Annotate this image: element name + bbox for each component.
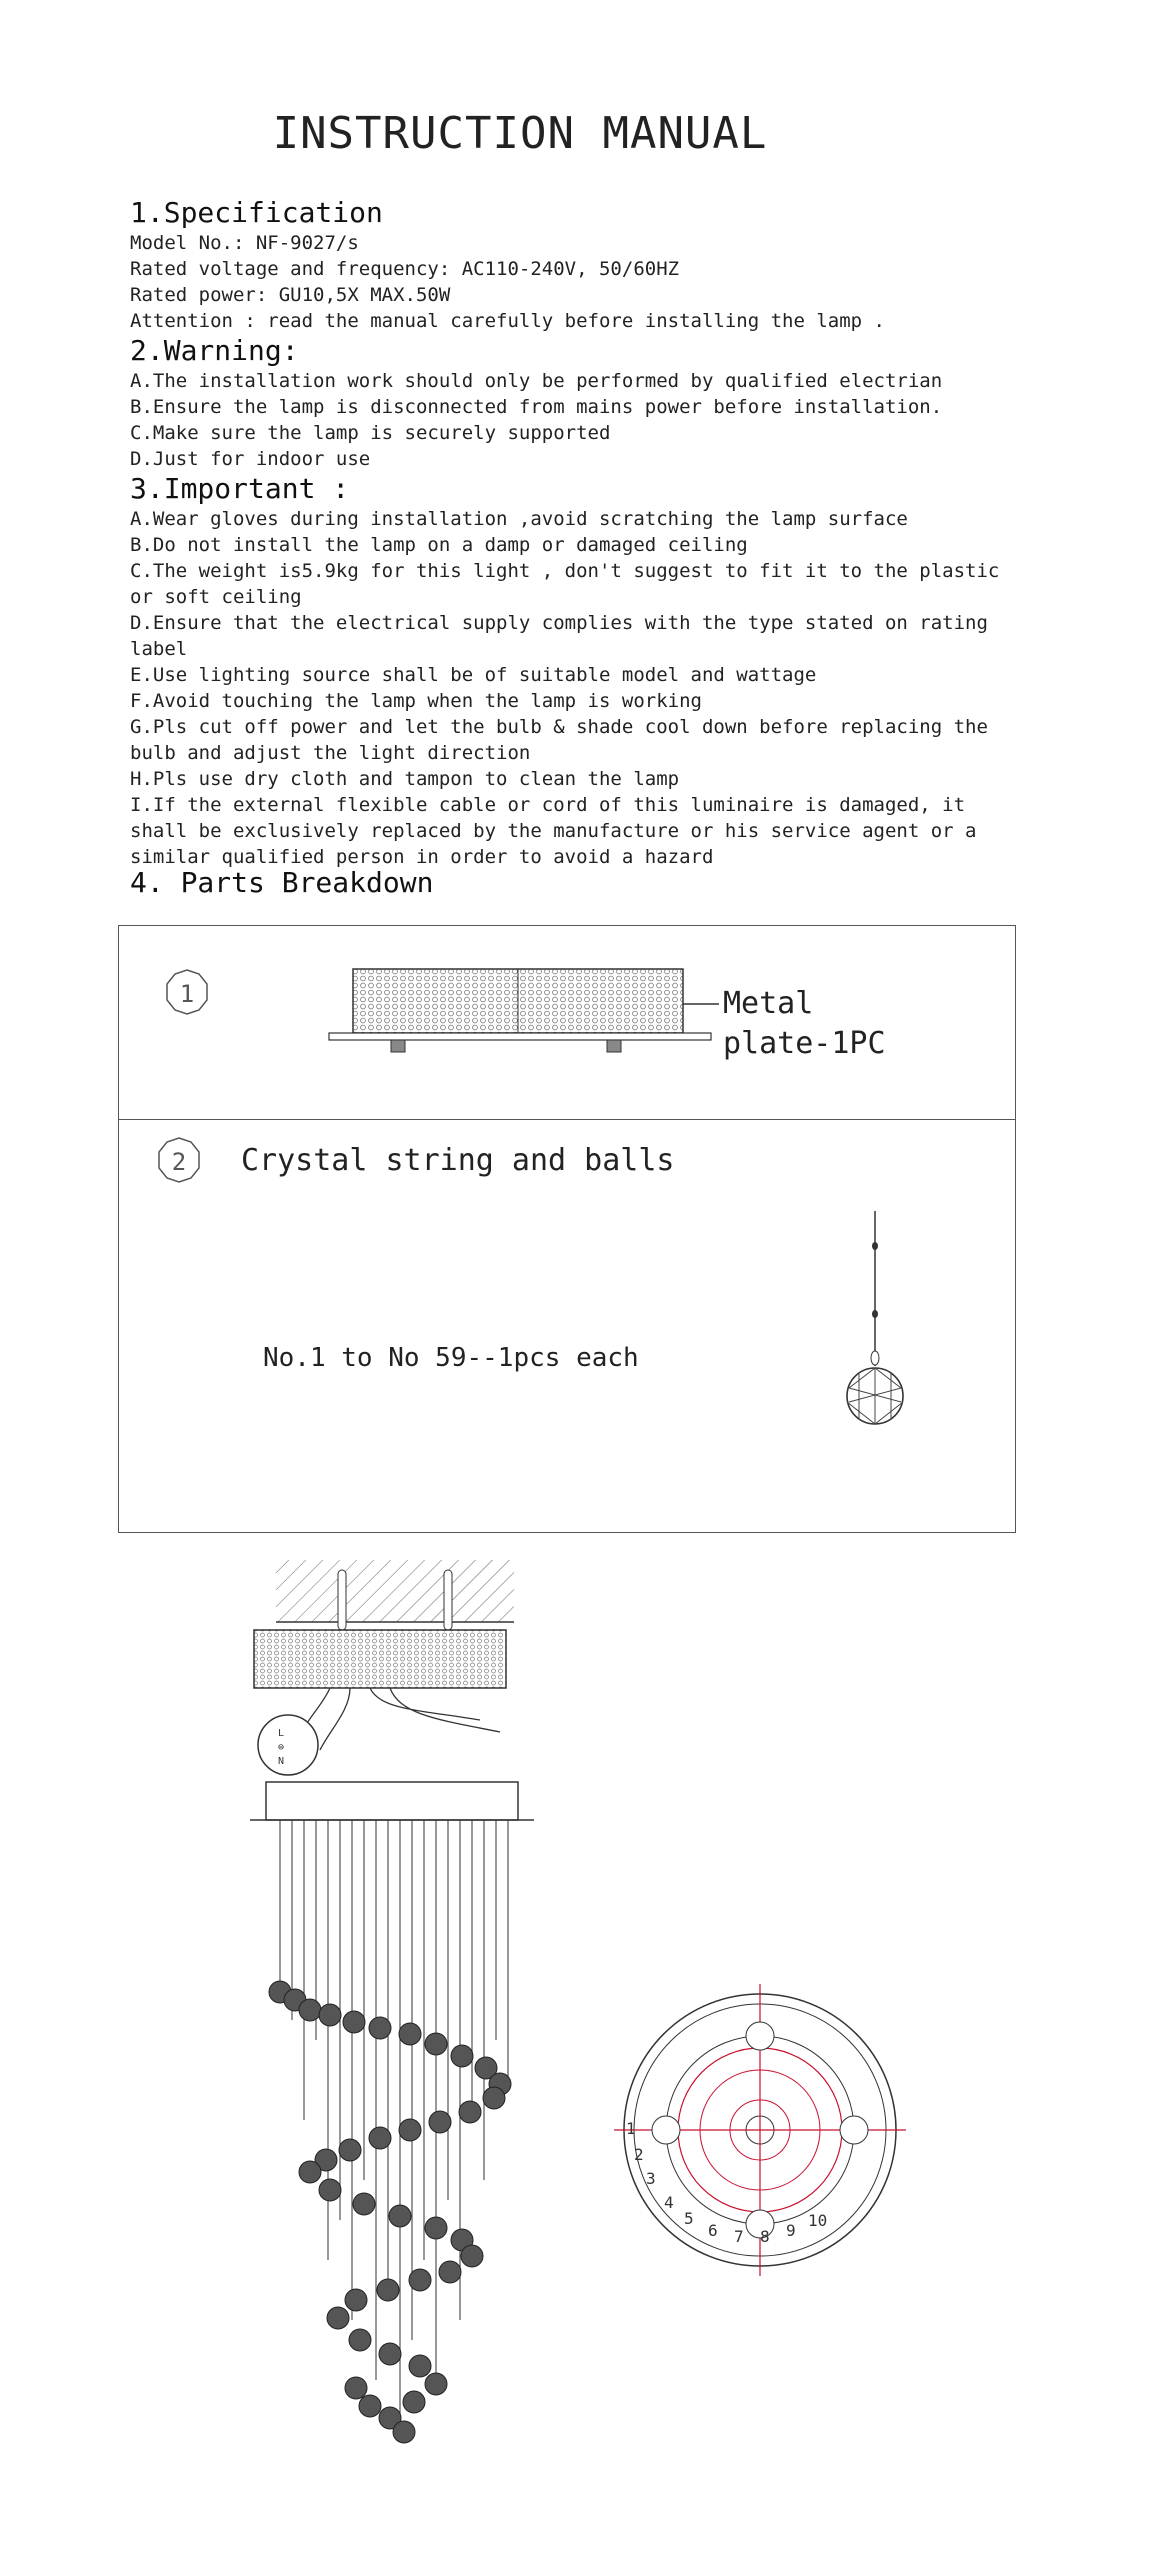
specification-heading: 1.Specification (130, 196, 383, 229)
important-line: D.Ensure that the electrical supply complies with the type stated on rating (130, 612, 988, 634)
ceiling-mount-drawing (254, 1560, 514, 1775)
plan-view-drawing (614, 1984, 906, 2276)
spec-line: Attention : read the manual carefully before installing the lamp . (130, 310, 885, 332)
document-title: INSTRUCTION MANUAL (272, 108, 768, 159)
plan-number-9: 9 (786, 2221, 796, 2240)
warning-line: A.The installation work should only be performed by qualified electrian (130, 370, 943, 392)
important-line: E.Use lighting source shall be of suitable model and wattage (130, 664, 817, 686)
important-line: shall be exclusively replaced by the manufacture or his service agent or a (130, 820, 977, 842)
plan-number-3: 3 (646, 2169, 656, 2188)
wiring-label-N: N (278, 1756, 285, 1767)
important-section (130, 472, 1000, 870)
specification-section (130, 196, 990, 334)
warning-line: B.Ensure the lamp is disconnected from mains power before installation. (130, 396, 943, 418)
plan-number-4: 4 (664, 2193, 674, 2212)
plan-number-10: 10 (808, 2211, 828, 2230)
important-line: bulb and adjust the light direction (130, 742, 531, 764)
spec-line: Model No.: NF-9027/s (130, 232, 359, 254)
plan-number-6: 6 (708, 2221, 718, 2240)
important-line: or soft ceiling (130, 586, 302, 608)
important-line: I.If the external flexible cable or cord of this luminaire is damaged, it (130, 794, 966, 816)
part-2-number-badge (159, 1138, 199, 1182)
plan-number-2: 2 (634, 2145, 644, 2164)
plan-number-7: 7 (734, 2227, 744, 2246)
part-2-number: 2 (171, 1148, 187, 1176)
metal-plate-drawing (329, 969, 719, 1052)
part-1-label-line1: Metal (723, 986, 814, 1021)
part-1-number: 1 (179, 980, 195, 1008)
part-2-quantity: No.1 to No 59--1pcs each (263, 1343, 639, 1373)
parts-drawings (119, 926, 1015, 1532)
warning-line: D.Just for indoor use (130, 448, 371, 470)
plan-number-1: 1 (626, 2119, 636, 2138)
warning-section (130, 334, 990, 472)
important-heading: 3.Important : (130, 472, 350, 505)
warning-heading: 2.Warning: (130, 334, 299, 367)
spec-line: Rated power: GU10,5X MAX.50W (130, 284, 451, 306)
spec-line: Rated voltage and frequency: AC110-240V, 50/60HZ (130, 258, 680, 280)
part-1-label-line2: plate-1PC (723, 1026, 886, 1061)
wiring-label-L: L (278, 1728, 285, 1739)
important-line: H.Pls use dry cloth and tampon to clean the lamp (130, 768, 680, 790)
important-line: label (130, 638, 188, 660)
important-line: B.Do not install the lamp on a damp or damaged ceiling (130, 534, 748, 556)
part-1-number-badge (167, 970, 207, 1014)
plan-number-8: 8 (760, 2227, 770, 2246)
important-line: A.Wear gloves during installation ,avoid scratching the lamp surface (130, 508, 908, 530)
important-line: C.The weight is5.9kg for this light , don't suggest to fit it to the plastic (130, 560, 1000, 582)
chandelier-elevation-drawing (250, 1782, 534, 2443)
parts-breakdown-box (118, 925, 1016, 1533)
part-2-label: Crystal string and balls (241, 1143, 675, 1178)
plan-number-5: 5 (684, 2209, 694, 2228)
wiring-label-ground: ⊜ (278, 1742, 285, 1753)
crystal-string-drawing (847, 1211, 903, 1424)
warning-line: C.Make sure the lamp is securely supported (130, 422, 611, 444)
important-line: G.Pls cut off power and let the bulb & shade cool down before replacing the (130, 716, 988, 738)
parts-heading: 4. Parts Breakdown (130, 866, 434, 899)
important-line: F.Avoid touching the lamp when the lamp is working (130, 690, 702, 712)
important-line: similar qualified person in order to avoid a hazard (130, 846, 714, 868)
installation-diagram (0, 1560, 1156, 2560)
parts-section (130, 866, 990, 900)
